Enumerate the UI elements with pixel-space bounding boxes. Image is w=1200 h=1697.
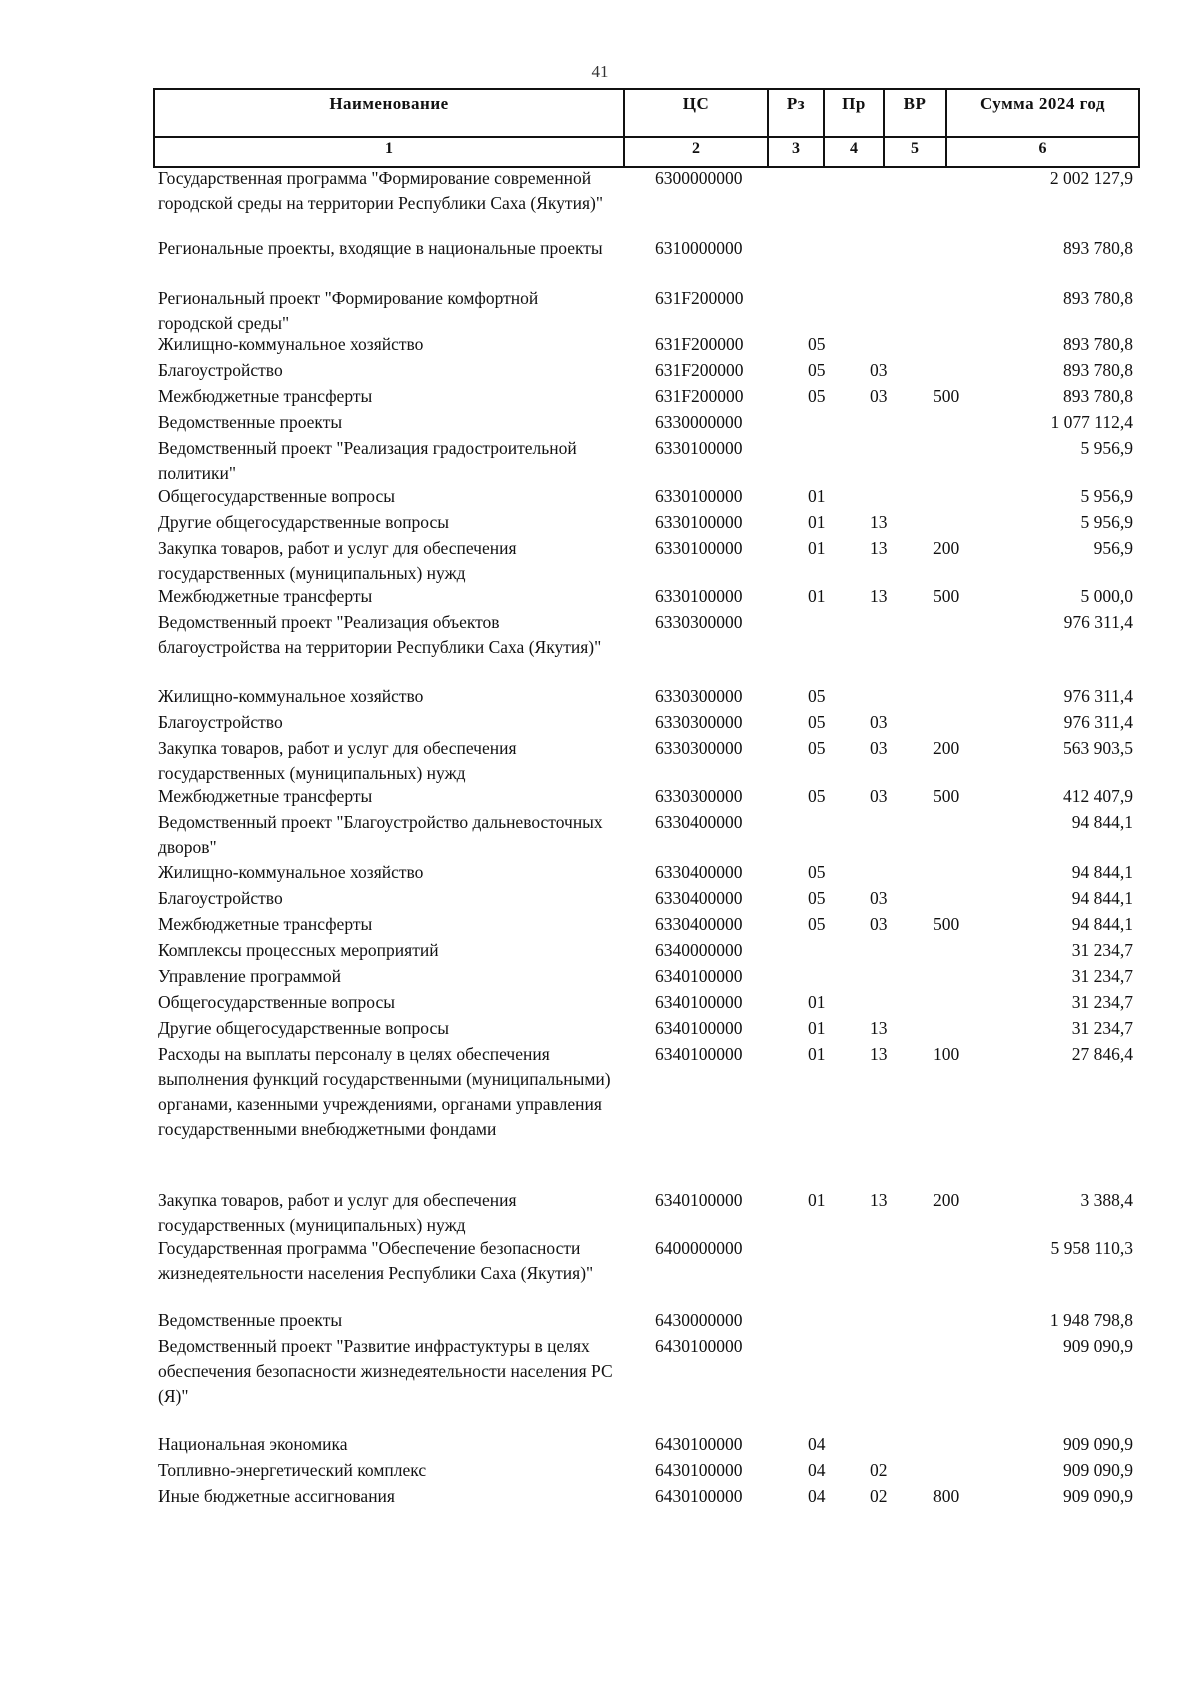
row-sum: 412 407,9 — [1063, 786, 1133, 806]
column-number-2: 2 — [692, 140, 700, 157]
row-sum: 5 956,9 — [1080, 438, 1133, 458]
header-pr: Пр — [842, 94, 866, 113]
row-name: Региональные проекты, входящие в национальные проекты — [158, 238, 603, 258]
header-name: Наименование — [329, 94, 449, 113]
row-name: Межбюджетные трансферты — [158, 914, 373, 934]
row-name: Благоустройство — [158, 712, 283, 732]
row-rz: 01 — [808, 586, 826, 606]
header-cs: ЦС — [682, 94, 710, 113]
row-name: Закупка товаров, работ и услуг для обеспечения государственных (муниципальных) нужд — [158, 538, 517, 583]
row-rz: 05 — [808, 738, 826, 758]
row-sum: 893 780,8 — [1063, 334, 1133, 354]
row-name: Межбюджетные трансферты — [158, 786, 373, 806]
row-rz: 01 — [808, 1190, 826, 1210]
row-cs: 6330100000 — [655, 538, 743, 558]
row-name: Благоустройство — [158, 888, 283, 908]
row-name: Ведомственный проект "Благоустройство дальневосточных дворов" — [158, 812, 603, 857]
row-sum: 5 958 110,3 — [1050, 1238, 1133, 1258]
row-sum: 976 311,4 — [1063, 686, 1133, 706]
row-vr: 500 — [933, 914, 960, 934]
row-pr: 03 — [870, 360, 888, 380]
header-vr: ВР — [903, 94, 927, 113]
row-rz: 01 — [808, 512, 826, 532]
row-cs: 6330100000 — [655, 586, 743, 606]
row-sum: 893 780,8 — [1063, 238, 1133, 258]
row-rz: 05 — [808, 914, 826, 934]
row-sum: 31 234,7 — [1071, 940, 1133, 960]
row-sum: 563 903,5 — [1063, 738, 1133, 758]
row-rz: 04 — [808, 1460, 826, 1480]
row-rz: 05 — [808, 334, 826, 354]
row-vr: 200 — [933, 738, 960, 758]
row-rz: 01 — [808, 992, 826, 1012]
row-vr: 500 — [933, 586, 960, 606]
row-sum: 893 780,8 — [1063, 386, 1133, 406]
header-sum: Сумма 2024 год — [979, 94, 1106, 113]
row-name: Топливно-энергетический комплекс — [158, 1460, 427, 1480]
row-name: Межбюджетные трансферты — [158, 586, 373, 606]
row-cs: 631F200000 — [655, 334, 744, 354]
row-sum: 909 090,9 — [1063, 1460, 1133, 1480]
row-sum: 893 780,8 — [1063, 360, 1133, 380]
row-name: Ведомственный проект "Развитие инфрастуктуры в целях обеспечения безопасности жизнедеятельности населения РС (Я)" — [158, 1336, 613, 1406]
row-vr: 200 — [933, 538, 960, 558]
row-rz: 01 — [808, 1044, 826, 1064]
row-sum: 976 311,4 — [1063, 712, 1133, 732]
row-cs: 6330400000 — [655, 862, 743, 882]
row-sum: 31 234,7 — [1071, 966, 1133, 986]
row-sum: 909 090,9 — [1063, 1434, 1133, 1454]
row-name: Расходы на выплаты персоналу в целях обеспечения выполнения функций государственными (муниципальными) органами, казенными учреждениями, органами управления государственными внебюджетными фондами — [158, 1044, 611, 1139]
row-sum: 94 844,1 — [1071, 812, 1133, 832]
row-sum: 31 234,7 — [1071, 992, 1133, 1012]
row-rz: 05 — [808, 686, 826, 706]
row-pr: 02 — [870, 1486, 888, 1506]
row-rz: 01 — [808, 486, 826, 506]
row-pr: 13 — [870, 1044, 888, 1064]
row-sum: 5 956,9 — [1080, 512, 1133, 532]
row-vr: 500 — [933, 786, 960, 806]
row-sum: 909 090,9 — [1063, 1486, 1133, 1506]
row-pr: 13 — [870, 586, 888, 606]
row-cs: 631F200000 — [655, 360, 744, 380]
row-name: Жилищно-коммунальное хозяйство — [158, 334, 424, 354]
row-cs: 6430100000 — [655, 1486, 743, 1506]
row-name: Иные бюджетные ассигнования — [158, 1486, 395, 1506]
row-name: Жилищно-коммунальное хозяйство — [158, 862, 424, 882]
row-rz: 01 — [808, 1018, 826, 1038]
row-cs: 631F200000 — [655, 288, 744, 308]
row-vr: 100 — [933, 1044, 960, 1064]
row-cs: 6330300000 — [655, 686, 743, 706]
row-cs: 6430100000 — [655, 1434, 743, 1454]
row-rz: 01 — [808, 538, 826, 558]
row-cs: 6340100000 — [655, 1044, 743, 1064]
column-number-5: 5 — [911, 140, 919, 157]
column-number-3: 3 — [792, 140, 800, 157]
row-cs: 6340100000 — [655, 1190, 743, 1210]
row-cs: 6330400000 — [655, 914, 743, 934]
row-cs: 6300000000 — [655, 168, 743, 188]
row-cs: 6330100000 — [655, 486, 743, 506]
row-name: Комплексы процессных мероприятий — [158, 940, 439, 960]
row-pr: 13 — [870, 1018, 888, 1038]
row-cs: 6330100000 — [655, 438, 743, 458]
row-cs: 6340000000 — [655, 940, 743, 960]
row-cs: 6430100000 — [655, 1460, 743, 1480]
row-pr: 13 — [870, 538, 888, 558]
row-sum: 94 844,1 — [1071, 862, 1133, 882]
row-name: Ведомственные проекты — [158, 412, 343, 432]
row-pr: 03 — [870, 786, 888, 806]
row-cs: 6330300000 — [655, 786, 743, 806]
row-sum: 31 234,7 — [1071, 1018, 1133, 1038]
row-cs: 6340100000 — [655, 992, 743, 1012]
row-cs: 6330300000 — [655, 612, 743, 632]
row-pr: 13 — [870, 512, 888, 532]
row-sum: 976 311,4 — [1063, 612, 1133, 632]
row-cs: 6430000000 — [655, 1310, 743, 1330]
row-sum: 5 000,0 — [1080, 586, 1133, 606]
row-sum: 2 002 127,9 — [1049, 168, 1133, 188]
row-cs: 6330100000 — [655, 512, 743, 532]
row-name: Закупка товаров, работ и услуг для обеспечения государственных (муниципальных) нужд — [158, 1190, 517, 1235]
row-name: Жилищно-коммунальное хозяйство — [158, 686, 424, 706]
row-sum: 5 956,9 — [1080, 486, 1133, 506]
row-name: Государственная программа "Формирование современной городской среды на территории Республики Саха (Якутия)" — [158, 168, 603, 213]
row-pr: 03 — [870, 914, 888, 934]
row-name: Ведомственный проект "Реализация объектов благоустройства на территории Республики Саха (Якутия)" — [158, 612, 602, 657]
row-pr: 03 — [870, 888, 888, 908]
row-name: Национальная экономика — [158, 1434, 348, 1454]
row-cs: 6340100000 — [655, 1018, 743, 1038]
row-cs: 6340100000 — [655, 966, 743, 986]
row-sum: 94 844,1 — [1071, 888, 1133, 908]
row-rz: 05 — [808, 360, 826, 380]
header-rz: Рз — [786, 94, 806, 113]
row-vr: 800 — [933, 1486, 960, 1506]
row-name: Другие общегосударственные вопросы — [158, 512, 450, 532]
row-sum: 27 846,4 — [1071, 1044, 1133, 1064]
row-cs: 6330400000 — [655, 812, 743, 832]
row-rz: 05 — [808, 862, 826, 882]
column-number-4: 4 — [850, 140, 858, 157]
row-sum: 94 844,1 — [1071, 914, 1133, 934]
row-name: Межбюджетные трансферты — [158, 386, 373, 406]
page-number: 41 — [591, 62, 609, 81]
row-cs: 6400000000 — [655, 1238, 743, 1258]
row-cs: 6330000000 — [655, 412, 743, 432]
row-cs: 6430100000 — [655, 1336, 743, 1356]
row-pr: 02 — [870, 1460, 888, 1480]
row-pr: 03 — [870, 386, 888, 406]
row-rz: 05 — [808, 888, 826, 908]
row-sum: 1 077 112,4 — [1050, 412, 1133, 432]
row-cs: 6310000000 — [655, 238, 743, 258]
row-name: Управление программой — [158, 966, 341, 986]
row-name: Государственная программа "Обеспечение безопасности жизнедеятельности населения Республики Саха (Якутия)" — [158, 1238, 594, 1283]
column-number-1: 1 — [385, 140, 393, 157]
row-rz: 04 — [808, 1486, 826, 1506]
row-pr: 13 — [870, 1190, 888, 1210]
row-cs: 6330300000 — [655, 738, 743, 758]
row-sum: 1 948 798,8 — [1049, 1310, 1133, 1330]
row-vr: 200 — [933, 1190, 960, 1210]
row-name: Региональный проект "Формирование комфортной городской среды" — [158, 288, 539, 333]
row-cs: 6330300000 — [655, 712, 743, 732]
row-name: Общегосударственные вопросы — [158, 486, 396, 506]
row-name: Ведомственные проекты — [158, 1310, 343, 1330]
row-rz: 05 — [808, 712, 826, 732]
row-vr: 500 — [933, 386, 960, 406]
table-header — [153, 88, 1140, 168]
row-sum: 956,9 — [1093, 538, 1133, 558]
row-rz: 04 — [808, 1434, 826, 1454]
row-sum: 893 780,8 — [1063, 288, 1133, 308]
row-rz: 05 — [808, 786, 826, 806]
row-sum: 3 388,4 — [1080, 1190, 1133, 1210]
column-number-6: 6 — [1038, 140, 1047, 157]
row-rz: 05 — [808, 386, 826, 406]
row-name: Закупка товаров, работ и услуг для обеспечения государственных (муниципальных) нужд — [158, 738, 517, 783]
row-pr: 03 — [870, 712, 888, 732]
row-sum: 909 090,9 — [1063, 1336, 1133, 1356]
row-cs: 631F200000 — [655, 386, 744, 406]
row-cs: 6330400000 — [655, 888, 743, 908]
row-name: Другие общегосударственные вопросы — [158, 1018, 450, 1038]
row-name: Ведомственный проект "Реализация градостроительной политики" — [158, 438, 577, 483]
row-name: Благоустройство — [158, 360, 283, 380]
row-name: Общегосударственные вопросы — [158, 992, 396, 1012]
row-pr: 03 — [870, 738, 888, 758]
